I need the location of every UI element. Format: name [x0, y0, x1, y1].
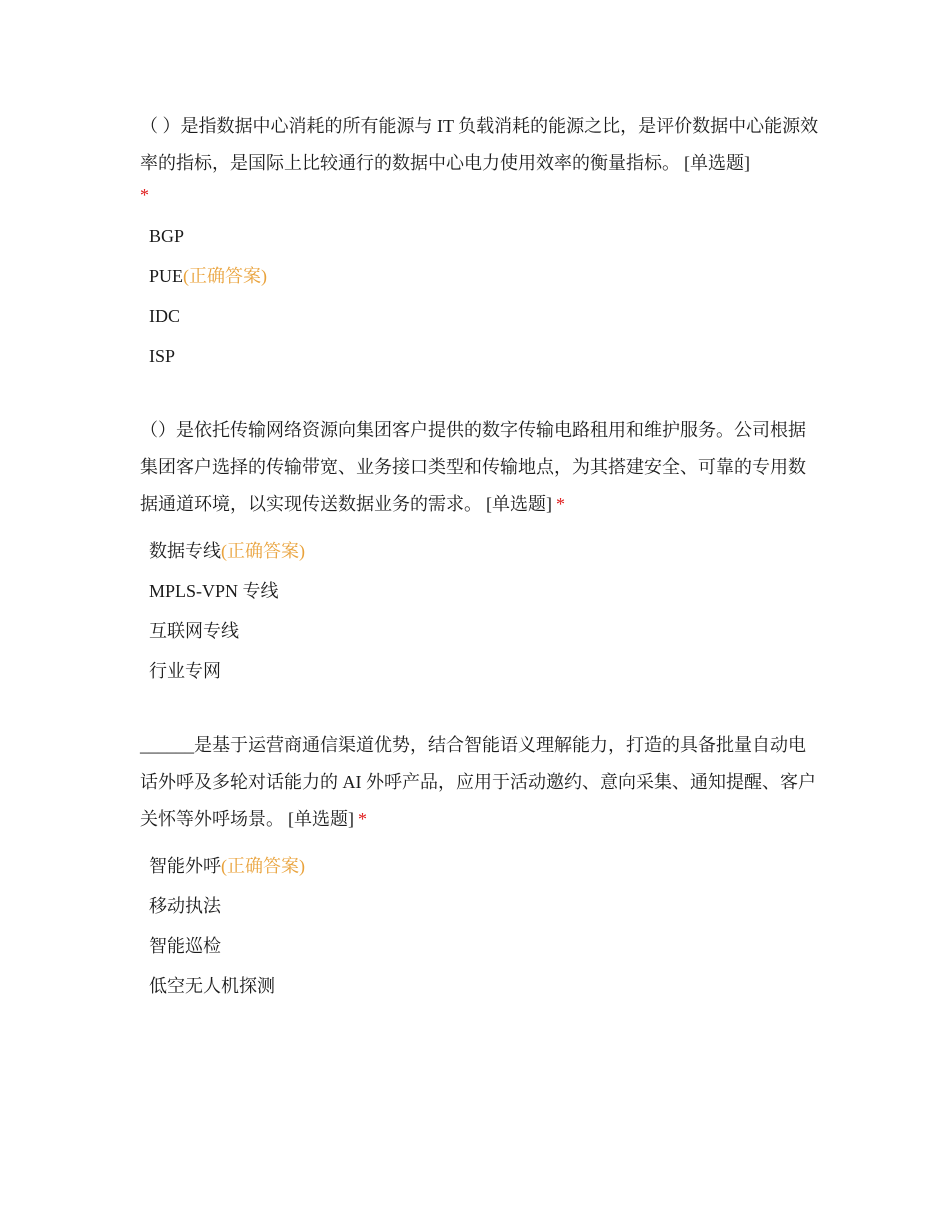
options-list	[140, 216, 820, 376]
required-mark: *	[556, 494, 565, 514]
question-stem	[140, 108, 820, 208]
options-list	[140, 846, 820, 1006]
option-label: PUE	[149, 266, 184, 286]
option-label: 数据专线	[149, 541, 221, 561]
option-label: 低空无人机探测	[149, 976, 275, 996]
option-label: MPLS-VPN 专线	[149, 581, 279, 601]
option-item[interactable]	[149, 846, 820, 886]
option-item[interactable]	[149, 611, 820, 651]
option-label: 移动执法	[149, 896, 221, 916]
question-3	[140, 727, 820, 1006]
question-text: ______是基于运营商通信渠道优势，结合智能语义理解能力，打造的具备批量自动电话外呼及多轮对话能力的 AI 外呼产品，应用于活动邀约、意向采集、通知提醒、客户关怀等外呼场景。	[140, 735, 816, 829]
option-item[interactable]	[149, 531, 820, 571]
question-stem	[140, 412, 820, 523]
options-list	[140, 531, 820, 691]
question-text: （ ）是指数据中心消耗的所有能源与 IT 负载消耗的能源之比，是评价数据中心能源效率的指标，是国际上比较通行的数据中心电力使用效率的衡量指标。	[140, 116, 819, 173]
question-2	[140, 412, 820, 691]
option-item[interactable]	[149, 571, 820, 611]
option-label: 智能外呼	[149, 856, 221, 876]
question-type-tag: [单选题]	[486, 494, 552, 514]
option-label: 行业专网	[149, 661, 221, 681]
option-label: IDC	[149, 306, 180, 326]
option-item[interactable]	[149, 336, 820, 376]
option-item[interactable]	[149, 651, 820, 691]
required-mark: *	[358, 809, 367, 829]
option-label: 互联网专线	[149, 621, 239, 641]
correct-answer-mark: (正确答案)	[221, 856, 305, 876]
option-label: 智能巡检	[149, 936, 221, 956]
required-mark: *	[140, 185, 149, 205]
option-item[interactable]	[149, 886, 820, 926]
option-item[interactable]	[149, 296, 820, 336]
question-1	[140, 108, 820, 376]
question-type-tag: [单选题]	[288, 809, 354, 829]
option-item[interactable]	[149, 966, 820, 1006]
correct-answer-mark: (正确答案)	[183, 266, 268, 286]
question-type-tag: [单选题]	[684, 153, 750, 173]
option-label: ISP	[149, 346, 176, 366]
question-text: （）是依托传输网络资源向集团客户提供的数字传输电路租用和维护服务。公司根据集团客户选择的传输带宽、业务接口类型和传输地点，为其搭建安全、可靠的专用数据通道环境，以实现传送数据业务的需求。	[140, 420, 806, 514]
option-item[interactable]	[149, 256, 820, 296]
correct-answer-mark: (正确答案)	[221, 541, 305, 561]
option-item[interactable]	[149, 926, 820, 966]
option-label: BGP	[149, 226, 185, 246]
option-item[interactable]	[149, 216, 820, 256]
question-stem	[140, 727, 820, 838]
